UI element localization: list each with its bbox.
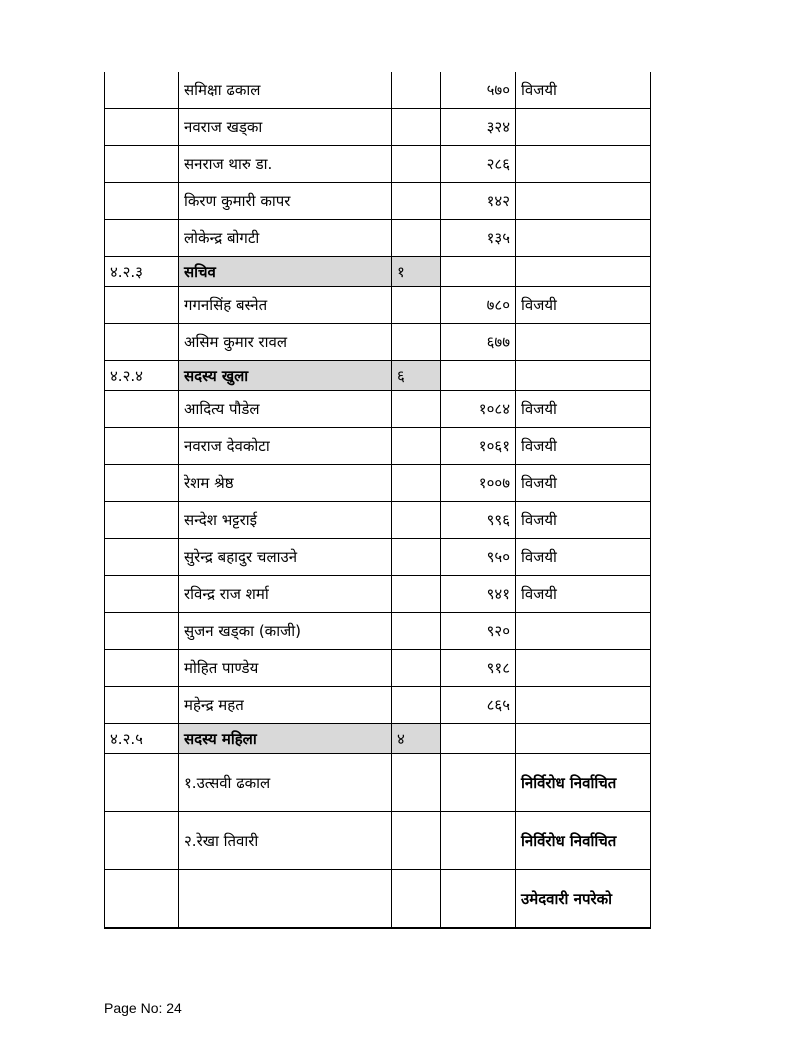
vote-count: १००७ — [441, 465, 516, 502]
seat-empty — [392, 465, 441, 502]
vote-count: ९४१ — [441, 576, 516, 613]
seat-empty — [392, 287, 441, 324]
section-number-empty — [105, 324, 179, 361]
section-number-empty — [105, 650, 179, 687]
candidate-row — [105, 539, 651, 576]
result-status — [516, 220, 651, 257]
candidate-row — [105, 146, 651, 183]
section-number-empty — [105, 287, 179, 324]
seat-empty — [392, 754, 441, 812]
section-number-empty — [105, 539, 179, 576]
seat-empty — [392, 183, 441, 220]
section-number-empty — [105, 391, 179, 428]
seat-empty — [392, 428, 441, 465]
section-number: ४.२.४ — [105, 361, 179, 391]
post-header-row — [105, 724, 651, 754]
section-number-empty — [105, 109, 179, 146]
section-number-empty — [105, 502, 179, 539]
seat-empty — [392, 812, 441, 870]
vote-count: ६७७ — [441, 324, 516, 361]
vote-count: ५७० — [441, 72, 516, 109]
seat-empty — [392, 687, 441, 724]
vote-count: १०८४ — [441, 391, 516, 428]
seat-empty — [392, 613, 441, 650]
candidate-name: सुजन खड्का (काजी) — [179, 613, 392, 650]
empty-cell — [516, 724, 651, 754]
candidate-name: आदित्य पौडेल — [179, 391, 392, 428]
candidate-row — [105, 502, 651, 539]
vote-count — [441, 870, 516, 929]
section-number-empty — [105, 428, 179, 465]
candidate-row — [105, 812, 651, 870]
candidate-row — [105, 183, 651, 220]
result-status: विजयी — [516, 576, 651, 613]
seat-empty — [392, 220, 441, 257]
candidate-name: सन्देश भट्टराई — [179, 502, 392, 539]
vote-count: २८६ — [441, 146, 516, 183]
seat-empty — [392, 576, 441, 613]
candidate-row — [105, 870, 651, 929]
result-status — [516, 146, 651, 183]
post-seat-count: १ — [392, 257, 441, 287]
candidate-name: मोहित पाण्डेय — [179, 650, 392, 687]
candidate-row — [105, 72, 651, 109]
candidate-row — [105, 754, 651, 812]
vote-count: १३५ — [441, 220, 516, 257]
candidate-row — [105, 287, 651, 324]
result-status — [516, 650, 651, 687]
seat-empty — [392, 391, 441, 428]
result-status: विजयी — [516, 287, 651, 324]
candidate-name: लोकेन्द्र बोगटी — [179, 220, 392, 257]
candidate-row — [105, 687, 651, 724]
candidate-row — [105, 324, 651, 361]
result-status — [516, 183, 651, 220]
vote-count: ९१८ — [441, 650, 516, 687]
candidate-row — [105, 391, 651, 428]
empty-cell — [441, 361, 516, 391]
section-number-empty — [105, 72, 179, 109]
result-status: विजयी — [516, 539, 651, 576]
seat-empty — [392, 870, 441, 929]
candidate-name: रेशम श्रेष्ठ — [179, 465, 392, 502]
section-number-empty — [105, 183, 179, 220]
vote-count: ९९६ — [441, 502, 516, 539]
candidate-name: १.उत्सवी ढकाल — [179, 754, 392, 812]
result-status: निर्विरोध निर्वाचित — [516, 812, 651, 870]
candidate-name: सनराज थारु डा. — [179, 146, 392, 183]
vote-count: ८६५ — [441, 687, 516, 724]
candidate-name — [179, 870, 392, 929]
section-number-empty — [105, 687, 179, 724]
vote-count: ७८० — [441, 287, 516, 324]
candidate-row — [105, 576, 651, 613]
candidate-row — [105, 428, 651, 465]
post-header-row — [105, 257, 651, 287]
section-number-empty — [105, 812, 179, 870]
section-number-empty — [105, 870, 179, 929]
section-number-empty — [105, 465, 179, 502]
candidate-name: गगनसिंह बस्नेत — [179, 287, 392, 324]
post-title: सदस्य महिला — [179, 724, 392, 754]
result-status: विजयी — [516, 72, 651, 109]
vote-count: १४२ — [441, 183, 516, 220]
vote-count — [441, 754, 516, 812]
result-status — [516, 687, 651, 724]
empty-cell — [516, 361, 651, 391]
vote-count: ९२० — [441, 613, 516, 650]
vote-count: ९५० — [441, 539, 516, 576]
result-status: विजयी — [516, 465, 651, 502]
candidate-row — [105, 465, 651, 502]
post-seat-count: ४ — [392, 724, 441, 754]
page-number: Page No: 24 — [104, 1000, 182, 1016]
section-number: ४.२.५ — [105, 724, 179, 754]
post-seat-count: ६ — [392, 361, 441, 391]
candidate-name: किरण कुमारी कापर — [179, 183, 392, 220]
candidate-name: २.रेखा तिवारी — [179, 812, 392, 870]
section-number-empty — [105, 146, 179, 183]
candidate-name: सुरेन्द्र बहादुर चलाउने — [179, 539, 392, 576]
seat-empty — [392, 324, 441, 361]
candidate-name: महेन्द्र महत — [179, 687, 392, 724]
result-status: विजयी — [516, 502, 651, 539]
candidate-row — [105, 613, 651, 650]
candidate-row — [105, 109, 651, 146]
section-number-empty — [105, 576, 179, 613]
section-number-empty — [105, 754, 179, 812]
seat-empty — [392, 72, 441, 109]
table-body — [105, 72, 651, 928]
result-status — [516, 613, 651, 650]
candidate-name: रविन्द्र राज शर्मा — [179, 576, 392, 613]
post-title: सचिव — [179, 257, 392, 287]
seat-empty — [392, 146, 441, 183]
candidate-row — [105, 650, 651, 687]
result-status — [516, 324, 651, 361]
empty-cell — [441, 257, 516, 287]
result-status — [516, 109, 651, 146]
candidate-name: नवराज देवकोटा — [179, 428, 392, 465]
vote-count: १०६१ — [441, 428, 516, 465]
result-status: उमेदवारी नपरेको — [516, 870, 651, 929]
vote-count — [441, 812, 516, 870]
candidate-name: नवराज खड्का — [179, 109, 392, 146]
result-status: निर्विरोध निर्वाचित — [516, 754, 651, 812]
post-header-row — [105, 361, 651, 391]
candidate-row — [105, 220, 651, 257]
vote-count: ३२४ — [441, 109, 516, 146]
seat-empty — [392, 539, 441, 576]
post-title: सदस्य खुला — [179, 361, 392, 391]
result-status: विजयी — [516, 391, 651, 428]
empty-cell — [441, 724, 516, 754]
seat-empty — [392, 650, 441, 687]
section-number-empty — [105, 613, 179, 650]
result-status: विजयी — [516, 428, 651, 465]
empty-cell — [516, 257, 651, 287]
candidate-name: असिम कुमार रावल — [179, 324, 392, 361]
seat-empty — [392, 502, 441, 539]
section-number-empty — [105, 220, 179, 257]
seat-empty — [392, 109, 441, 146]
election-results-table — [104, 72, 651, 929]
candidate-name: समिक्षा ढकाल — [179, 72, 392, 109]
section-number: ४.२.३ — [105, 257, 179, 287]
